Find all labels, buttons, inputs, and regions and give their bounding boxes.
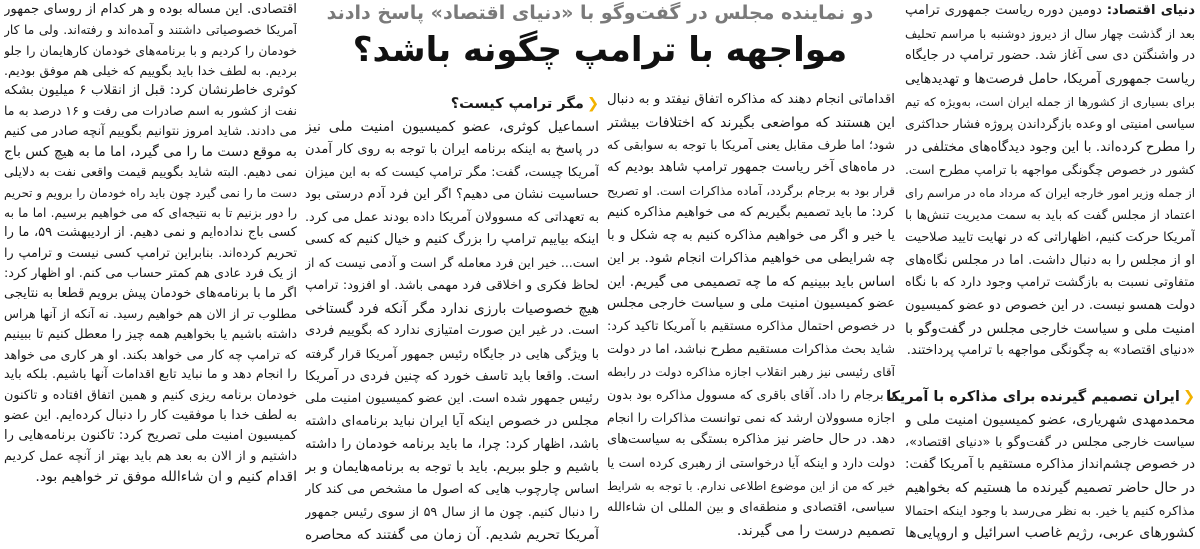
line-content: کوثری خاطرنشان کرد: قبل از انقلاب ۶ میلیون بشکه [4,83,297,99]
line-content: آمریکا حرکت کنیم، اظهاراتی که در نهایت تایید صلاحیت [905,229,1195,245]
line-content: آمریکا خصوصیاتی داشتند و آمده‌اند و رفته‌اند. ولی ما کار [4,23,297,38]
line-content: برای بسیاری از کشورها از جمله ایران است، به‌ویژه که تیم [905,94,1195,109]
line-text [905,113,1195,136]
line-content: را دنبال کنیم. چون ما از سال ۵۹ از سوی رئیس جمهور [305,504,599,520]
text-line [305,366,599,389]
line-text [607,361,895,384]
line-text [4,162,297,182]
line-content: که ترامپ چه کار می خواهد بکند. او هر کاری می خواهد [4,347,297,363]
line-content: داشته باشیم یا بخواهیم همه چیز را معطل کنیم تا ببینیم [4,326,297,342]
text-line [607,271,895,294]
line-text [905,182,1195,205]
text-line [305,456,599,479]
line-text [305,479,599,502]
line-text [905,45,1195,68]
line-content: اقدام کنیم و ان شاءالله موفق تر خواهیم بود. [35,468,297,485]
line-text [905,91,1195,114]
line-content: دومین دوره ریاست جمهوری ترامپ [905,3,1102,18]
line-content: سیاسی، اقتصادی و منطقه‌ای و بین المللی ان شاءالله [607,500,895,516]
text-line [607,202,895,225]
line-text [305,524,599,547]
line-content: خودمان برنامه ریزی کنیم و همین اتفاق افتاده و تاکنون [4,387,297,403]
text-line [305,275,599,298]
line-content: متفاوتی نسبت به بازگشت ترامپ وجود دارد که با نگاه [905,275,1195,291]
text-line [305,207,599,230]
line-text [4,386,297,406]
line-text [305,139,599,162]
line-content: با ویژگی هایی در جایگاه رئیس جمهور آمریکا قرار گرفته [305,345,599,361]
line-content: تصمیم درست را می گیرند. [736,523,895,540]
text-line [905,318,1195,341]
line-text [4,20,297,40]
text-line [305,343,599,366]
text-line [607,157,895,180]
article-title [305,30,895,70]
line-content: به موقع دست ما را می گیرد، اما ما به هیچ کس باج [4,144,297,161]
line-content: آقای رئیسی نیز رهبر انقلاب اجازه مذاکره دولت در رابطه [607,365,895,380]
line-text [305,184,599,207]
line-text [905,432,1195,455]
line-content: آمریکا چیست، گفت: مگر ترامپ کیست که به این میزان [305,164,599,180]
line-text [607,316,895,339]
text-line [905,113,1195,136]
line-text [305,343,599,366]
text-line [905,500,1195,523]
line-content: حساسیت نشان می دهیم؟ اگر این فرد آدم درستی بود [305,187,599,203]
text-line [4,183,297,203]
line-text [4,406,297,426]
line-content: هیچ خصوصیات بارزی ندارد مگر آنکه فرد گستاخی [305,300,599,317]
text-line [305,388,599,411]
section-subheading [886,385,1195,409]
text-line [305,298,599,321]
line-text [305,366,599,389]
line-content: را مطرح کرده‌اند. با این وجود دیدگاه‌های مختلفی در [905,139,1195,156]
text-line [905,91,1195,114]
line-text [607,407,895,430]
line-content: اجازه مسوولان ارشد که نمی توانست مذاکرات را انجام [607,409,895,425]
line-text [607,475,895,498]
line-content: کسی باج نداده‌ایم و نمی دهیم. از اردیبهشت ۵۹، ما را [4,225,297,241]
line-text [607,112,895,135]
line-text [905,500,1195,523]
text-line [607,520,895,543]
text-line [305,116,599,139]
text-line [4,244,297,264]
text-line [4,81,297,101]
line-content: با برجام را داد. آقای باقری که مسوول مذاکره بود بدون [607,386,895,402]
chevron-left-icon: ❯ [586,96,599,112]
line-text [905,204,1195,227]
line-text [4,264,297,284]
line-text [4,101,297,121]
line-content: باشیم و جلو ببریم. باید با توجه به برنامه‌هایمان و بر [305,459,599,476]
column-2 [607,89,895,543]
text-line [4,20,297,40]
text-line [607,384,895,407]
text-line [905,159,1195,182]
line-content: دهد. در حال حاضر نیز مذاکره بستگی به سیاست‌های [607,432,895,448]
text-line [4,365,297,385]
line-text [905,0,1195,23]
line-content: در واشنگتن دی سی آغاز شد. حضور ترامپ در جایگاه [905,48,1195,64]
line-text [4,325,297,345]
text-line [905,432,1195,455]
text-line [607,339,895,362]
line-content: شود؛ اما طرف مقابل یعنی آمریکا با توجه به سوابقی که [607,138,895,153]
line-content: اینکه بیاییم ترامپ را بزرگ کنیم و خیال کنیم که کسی [305,232,599,248]
line-content: از یک فرد عادی هم کمتر حساب می کنم. او اظهار کرد: [4,265,297,281]
line-text [305,434,599,457]
text-line [905,272,1195,295]
text-line [905,0,1195,23]
line-content: کمیسیون امنیت ملی تصریح کرد: تاکنون برنامه‌هایی را [4,428,297,444]
text-line [305,434,599,457]
line-content: است. واقعا باید تاسف خورد که چنین فردی در آمریکا [305,368,599,384]
line-content: به لطف خدا با موفقیت کار را دنبال کرده‌ایم. این عضو [4,407,297,423]
text-line [905,136,1195,159]
line-text [607,429,895,452]
line-text [305,456,599,479]
line-text [4,365,297,385]
text-line [905,295,1195,318]
chevron-left-icon: ❯ [1182,389,1195,405]
text-line [607,248,895,271]
line-content: می دادند. شاید امروز نتوانیم بگوییم آنچه صادر می کنیم [4,123,297,139]
text-line [305,524,599,547]
line-content: اقتصادی. این مساله بوده و هر کدام از روسای جمهور [4,2,297,17]
text-line [607,475,895,498]
text-line [4,426,297,446]
text-line [4,406,297,426]
text-line [4,41,297,61]
line-text [905,318,1195,341]
text-line [4,101,297,121]
line-content: در ماه‌های آخر ریاست جمهور ترامپ شاهد بودیم که [607,160,895,176]
text-line [305,139,599,162]
line-text [607,202,895,225]
line-content: دولت همسو نیست. در این خصوص دو عضو کمیسیون [905,297,1195,313]
subheading-text: مگر ترامپ کیست؟ [450,96,584,112]
line-content: محمدمهدی شهریاری، عضو کمیسیون امنیت ملی و [905,412,1195,428]
line-content: اگر ما با برنامه‌های خودمان پیش برویم قطعا به نتایجی [4,286,297,302]
text-line [607,497,895,520]
line-text [4,244,297,264]
line-content: باشد، اظهار کرد: چرا، ما باید برنامه خودمان را داشته [305,436,599,452]
line-text [737,520,895,543]
line-text [905,522,1195,545]
text-line [4,284,297,304]
line-text [305,502,599,525]
column-3 [305,92,599,547]
text-line [4,142,297,162]
text-line [905,227,1195,250]
line-content: است... خیر این فرد معامله گر است و آدمی نیست که از [305,255,599,271]
text-line [905,340,1195,363]
line-text [305,116,599,139]
line-text [905,272,1195,295]
line-text [607,452,895,475]
line-content: تحریم کرده‌اند. بنابراین ترامپ کسی نیست و ترامپ را [4,245,297,261]
text-line [905,477,1195,500]
text-line [607,361,895,384]
line-text [607,271,895,294]
line-text [305,320,599,343]
line-content: خودمان را کردیم و با برنامه‌های خودمان کارهایمان را جلو [4,43,297,58]
line-content: کشور در خصوص چگونگی مواجهه با ترامپ مطرح است. [905,162,1195,177]
column-4 [4,0,297,487]
line-text [305,388,599,411]
line-content: سیاست خارجی مجلس در گفت‌وگو با «دنیای اقتصاد»، [905,434,1195,450]
section-gap [905,363,1195,385]
line-content: ریاست جمهوری آمریکا، حامل فرصت‌ها و تهدیدهایی [905,71,1195,88]
line-content: در خصوص چشم‌انداز مذاکره مستقیم با آمریکا گفت: [905,457,1195,473]
line-text [305,207,599,230]
line-text [905,409,1195,432]
line-text [305,411,599,434]
line-text [607,157,895,180]
line-content: آمریکا تحریم شدیم. آن زمان می گفتند که محاصره [305,527,599,544]
text-line [607,180,895,203]
text-line [905,250,1195,273]
line-text [905,159,1195,182]
line-text [905,23,1195,46]
line-content: قرار بود به برجام برگردد، آماده مذاکرات است. او تصریح [607,183,895,198]
text-line [607,293,895,316]
headline-text: دو نماینده مجلس در گفت‌وگو با «دنیای اقتصاد» پاسخ دادند [326,2,874,24]
line-content: اسماعیل کوثری، عضو کمیسیون امنیت ملی نیز [305,119,599,135]
line-text [4,345,297,365]
line-text [4,426,297,446]
text-line [4,386,297,406]
text-line [4,203,297,223]
line-text [905,227,1195,250]
line-text [4,203,297,223]
line-content: نمی دهیم. البته شاید بگوییم قیمت واقعی نفت به دلایلی [4,164,297,180]
text-line [4,264,297,284]
line-text [607,180,895,203]
headline-text: مواجهه با ترامپ چگونه باشد؟ [352,30,848,70]
line-text [305,298,599,321]
line-text [905,68,1195,91]
line-content: این هستند که مواضعی بگیرند که اختلافات بیشتر [607,114,895,131]
line-content: مجلس در خصوص اینکه آیا ایران نباید برنامه‌ای داشته [305,413,599,429]
text-line [305,502,599,525]
line-text [607,384,895,407]
line-content: عضو کمیسیون امنیت ملی و سیاست خارجی مجلس [607,296,895,312]
text-line [607,316,895,339]
line-text [905,250,1195,273]
section-subheading [305,92,599,116]
text-line [607,407,895,430]
line-content: را انجام دهد و ما نباید تابع اقدامات آنها باشیم. بلکه باید [4,367,297,383]
line-content: اعتماد از مجلس گفت که باید به سمت مدیریت تنش‌ها با [905,208,1195,223]
text-line [305,479,599,502]
line-text [4,447,297,467]
line-content: خیر که من از این موضوع اطلاعی ندارم. با توجه به شرایط [607,478,895,493]
text-line [4,345,297,365]
line-content: «دنیای اقتصاد» به چگونگی مواجهه با ترامپ پرداختند. [906,343,1195,359]
line-content: مطلوب تر از الان هم خواهیم رسید. نه آنکه از آنها هراس [4,307,297,322]
text-line [905,409,1195,432]
text-line [305,320,599,343]
line-content: داشتیم و از الان به بعد هم باید بهتر از آنچه عمل کردیم [4,448,297,464]
line-content: اقداماتی انجام دهند که مذاکره اتفاق نیفتد و به دنبال [607,92,895,107]
text-line [305,229,599,252]
text-line [4,325,297,345]
line-text [4,81,297,101]
line-text [607,225,895,248]
line-content: اساس چارچوب هایی که اصول ما مشخص می کند کار [305,482,599,497]
line-content: کشورهای عربی، رژیم غاصب اسرائیل و اروپایی‌ها [905,525,1195,542]
text-line [4,447,297,467]
text-line [905,454,1195,477]
line-text [607,134,895,157]
line-text [4,284,297,304]
line-content: است. در غیر این صورت امتیازی ندارد که بگوییم فردی [305,323,599,339]
line-text [607,248,895,271]
line-text [305,161,599,184]
text-line [905,23,1195,46]
line-text [607,497,895,520]
line-content: در پاسخ به اینکه برنامه ایران با توجه به روی کار آمدن [305,141,599,157]
text-line [607,89,895,112]
text-line [305,184,599,207]
byline-lead: دنیای اقتصاد: [1106,3,1195,18]
line-content: بعد از گذشت چهار سال از دیروز دوشنبه با مراسم تحلیف [905,26,1195,41]
text-line [4,162,297,182]
line-content: دست ما را نمی گیرد چون باید راه خودمان را برویم و تحریم [4,185,297,200]
text-line [905,45,1195,68]
line-text [305,229,599,252]
line-content: امنیت ملی و سیاست خارجی مجلس در گفت‌وگو با [905,320,1195,337]
text-line [607,225,895,248]
line-text [305,275,599,298]
line-content: را دور بزنیم تا به نتیجه‌ای که می خواهیم برسیم. اما ما به [4,205,297,220]
article-kicker [305,2,895,24]
line-content: لحاظ فکری و اخلاقی فرد مهمی باشد. او افزود: ترامپ [305,277,599,293]
line-content: بردیم. به لطف خدا باید بگوییم که خیلی هم موفق بودیم. [4,62,297,78]
line-text [4,0,297,20]
line-content: نفت از کشور به اسم صادرات می رفت و ۱۶ درصد به ما [4,103,297,119]
line-text [4,304,297,324]
line-content: سیاسی امنیتی او وعده بازگرداندن پروژه فشار حداکثری [905,116,1195,132]
text-line [905,182,1195,205]
line-text [607,339,895,362]
line-text [905,136,1195,159]
line-content: اساس باید ببینیم که ما چه تصمیمی می گیریم. این [607,273,895,290]
line-text [4,122,297,142]
column-1 [886,0,1195,545]
line-content: مذاکره کنیم یا خیر. به نظر می‌رسد با وجود اینکه احتمالا [905,502,1195,518]
line-content: دولت دارد و اینکه آیا درخواستی از رهبری کرده است یا [607,455,895,470]
text-line [4,467,297,487]
text-line [607,112,895,135]
line-text [35,467,297,487]
line-text [4,183,297,203]
line-content: رئیس جمهور شده است. این عضو کمیسیون امنیت ملی [305,391,599,407]
text-line [305,411,599,434]
text-line [905,522,1195,545]
line-content: به تعهداتی که مسوولان آمریکا داده بودند عمل می کرد. [305,209,599,225]
line-content: در حال حاضر تصمیم گیرنده ما هستیم که بخواهیم [905,480,1195,497]
text-line [4,223,297,243]
line-text [905,454,1195,477]
line-text [905,477,1195,500]
line-text [305,252,599,275]
line-content: چه شرایطی می خواهیم مذاکرات انجام شود. بر این [607,250,895,266]
line-text [905,295,1195,318]
line-content: از جمله وزیر امور خارجه ایران که مرداد ماه در مراسم رای [905,185,1195,200]
text-line [607,429,895,452]
line-content: شاید بحث مذاکرات مستقیم مطرح نباشد، اما در دولت [607,341,895,357]
line-text [4,142,297,162]
text-line [905,68,1195,91]
text-line [305,252,599,275]
text-line [607,452,895,475]
line-content: کرد: ما باید تصمیم بگیریم که می خواهیم مذاکره کنیم [607,205,895,221]
line-text [4,41,297,61]
text-line [905,204,1195,227]
text-line [4,122,297,142]
line-content: او از مجلس را به دنبال داشت. اما در مجلس نگاه‌های [905,252,1195,268]
subheading-text: ایران تصمیم گیرنده برای مذاکره با آمریکا [886,389,1180,405]
text-line [607,134,895,157]
line-text [607,89,895,112]
line-text [4,223,297,243]
line-text [4,61,297,81]
line-content: یا خیر و اگر می خواهیم مذاکره کنیم به چه شکل و با [607,228,895,244]
text-line [4,61,297,81]
text-line [4,304,297,324]
line-text [907,340,1195,363]
line-content: در خصوص احتمال مذاکره مستقیم با آمریکا تاکید کرد: [607,318,895,334]
text-line [4,0,297,20]
line-text [607,293,895,316]
text-line [305,161,599,184]
